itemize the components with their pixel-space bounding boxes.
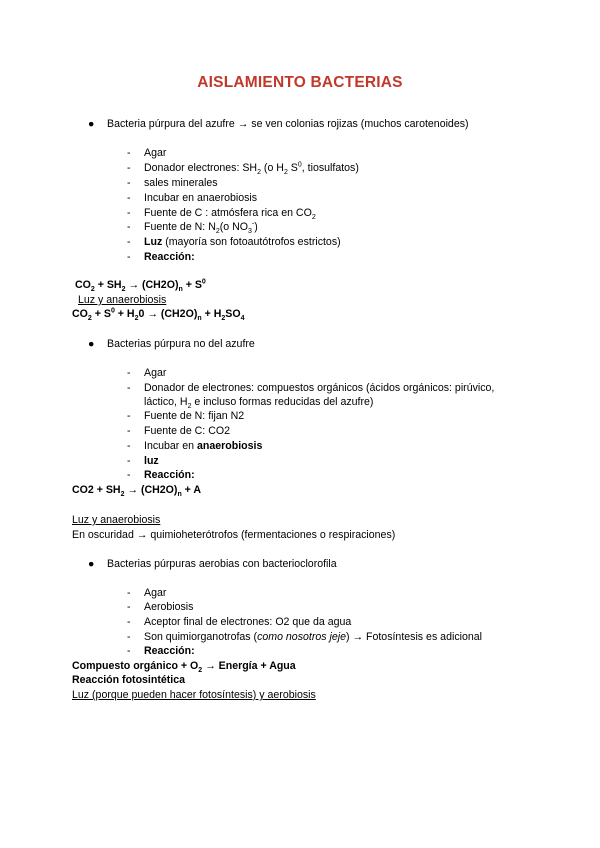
s1-agar: Agar [144, 147, 167, 159]
bullet-dot: ● [88, 558, 95, 570]
bullet-dot: ● [88, 118, 95, 130]
dash: - [127, 631, 131, 643]
s1-reaction: Reacción: [144, 251, 195, 263]
s2-agar: Agar [144, 367, 167, 379]
s3-agar: Agar [144, 587, 167, 599]
dash: - [127, 410, 131, 422]
s1-carbon: Fuente de C : atmósfera rica en $CO_2$ [144, 207, 316, 222]
s2-donor-line1: Donador de electrones: compuestos orgánicos (ácidos orgánicos: pirúvico, [144, 382, 495, 394]
dash: - [127, 192, 131, 204]
dash: - [127, 425, 131, 437]
s3-reaction: Reacción: [144, 645, 195, 657]
s2-dark: En oscuridad → quimioheterótrofos (fermentaciones o respiraciones) [72, 529, 396, 541]
s1-minerals: sales minerales [144, 177, 218, 189]
dash: - [127, 221, 131, 233]
dash: - [127, 162, 131, 174]
s3-chemo: Son quimiorganotrofas (como nosotros jeje) → Fotosíntesis es adicional [144, 631, 482, 643]
page-title: AISLAMIENTO BACTERIAS [197, 74, 403, 91]
s1-anaerobic: Incubar en anaerobiosis [144, 192, 258, 204]
s1-equation-1: $CO_2 + SH_2 \to (CH2O)_n + S^0$ [75, 278, 206, 294]
s3-condition: Luz (porque pueden hacer fotosíntesis) y aerobiosis [72, 689, 316, 701]
section3-bullet: Bacterias púrpuras aerobias con bacterioclorofila [107, 558, 337, 570]
s1-nitrogen: Fuente de N: $N_2(o$ $NO_3^-$) [144, 220, 258, 236]
section2-bullet: Bacterias púrpura no del azufre [107, 338, 255, 350]
s2-condition: Luz y anaerobiosis [72, 514, 161, 526]
s2-carbon: Fuente de C: CO2 [144, 425, 230, 437]
s1-equation-2: $CO_2 + S^0 + H_20 \to (CH2O)_n + H_2SO_4$ [72, 307, 245, 323]
s3-photo: Reacción fotosintética [72, 674, 186, 686]
s2-incubate: Incubar en anaerobiosis [144, 440, 263, 452]
s1-light: Luz (mayoría son fotoautótrofos estrictos) [144, 236, 341, 248]
dash: - [127, 587, 131, 599]
s2-reaction: Reacción: [144, 469, 195, 481]
dash: - [127, 440, 131, 452]
section1-bullet: Bacteria púrpura del azufre → se ven colonias rojizas (muchos carotenoides) [107, 118, 469, 130]
s2-equation: $CO2 + SH_2 \to (CH2O)_n + A$ [72, 484, 202, 499]
dash: - [127, 645, 131, 657]
s1-donor: Donador electrones: $SH_2$ (o $H_2$ $S^0$, tiosulfatos) [144, 161, 359, 177]
dash: - [127, 455, 131, 467]
dash: - [127, 382, 131, 394]
s1-condition: Luz y anaerobiosis [78, 294, 167, 306]
s2-nitrogen: Fuente de N: fijan N2 [144, 410, 245, 422]
dash: - [127, 601, 131, 613]
s2-light: luz [144, 455, 159, 467]
bullet-dot: ● [88, 338, 95, 350]
dash: - [127, 616, 131, 628]
s3-aerobic: Aerobiosis [144, 601, 194, 613]
s3-acceptor: Aceptor final de electrones: O2 que da agua [144, 616, 352, 628]
dash: - [127, 469, 131, 481]
dash: - [127, 367, 131, 379]
dash: - [127, 236, 131, 248]
dash: - [127, 177, 131, 189]
dash: - [127, 251, 131, 263]
s2-donor-line2: láctico, $H_2$ e incluso formas reducidas del azufre) [144, 396, 374, 411]
dash: - [127, 147, 131, 159]
dash: - [127, 207, 131, 219]
s3-equation: Compuesto orgánico + $O_2$ → Energía + Agua [72, 660, 296, 675]
